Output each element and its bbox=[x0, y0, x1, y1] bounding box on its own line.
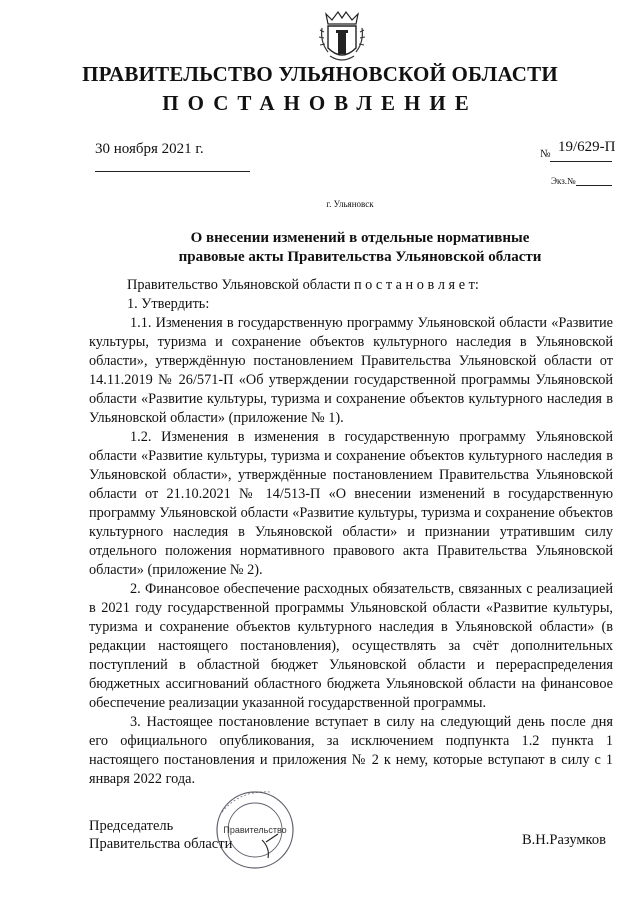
paragraph-1: 1. Утвердить: bbox=[127, 296, 210, 312]
title-line: правовые акты Правительства Ульяновской области bbox=[178, 249, 542, 265]
coat-of-arms-emblem bbox=[318, 8, 366, 66]
paragraph-1-1: 1.1. Изменения в государственную программу Ульяновской области «Развитие культуры, туризма и сохранение объектов культурного наследия в Ульяновской области», утверждённую постановлением Правительства Ульяновской области от 14.11.2019 № 26/571-П «Об утверждении государственной программы Ульяновской области «Развитие культуры, туризма и сохранение объектов культурного наследия в Ульяновской области» (приложение № 1). bbox=[89, 315, 613, 426]
paragraph-2: 2. Финансовое обеспечение расходных обязательств, связанных с реализацией в 2021 году государственной программы Ульяновской области «Развитие культуры, туризма и сохранение объектов культурного наследия в Ульяновской области» (в редакции настоящего постановления), осуществлять за счёт дополнительных поступлений в областной бюджет Ульяновской области и перераспределения бюджетных ассигнований областного бюджета Ульяновской области на финансовое обеспечение реализации указанной государственной программы. bbox=[89, 581, 613, 711]
decree-number: 19/629-П bbox=[558, 139, 616, 155]
document-type: ПОСТАНОВЛЕНИЕ bbox=[162, 91, 478, 115]
paragraph-1-2: 1.2. Изменения в изменения в государственную программу Ульяновской области «Развитие культуры, туризма и сохранение объектов культурного наследия в Ульяновской области», утверждённые постановлением Правительства Ульяновской области от 21.10.2021 № 14/513-П «О внесении изменений в государственную программу Ульяновской области «Развитие культуры, туризма и сохранение объектов культурного наследия в Ульяновской области» и признании утратившим силу отдельного положения нормативного правового акта Правительства Ульяновской области» (приложение № 2). bbox=[89, 429, 613, 578]
position-line: Правительства области bbox=[89, 836, 233, 852]
date-underline bbox=[95, 171, 250, 172]
stamp-center-text: Правительство bbox=[223, 825, 287, 835]
decree-title bbox=[150, 229, 570, 267]
decree-body bbox=[89, 276, 613, 789]
number-underline bbox=[550, 161, 612, 162]
title-line: О внесении изменений в отдельные нормативные bbox=[190, 230, 530, 246]
official-stamp bbox=[200, 782, 310, 872]
paragraph-3: 3. Настоящее постановление вступает в силу на следующий день после дня его официального опубликования, за исключением подпункта 1.2 пункта 1 настоящего постановления и приложения № 2 к нему, которые вступают в силу с 1 января 2022 года. bbox=[89, 714, 613, 787]
decree-date: 30 ноября 2021 г. bbox=[95, 141, 204, 157]
intro-paragraph: Правительство Ульяновской области п о с т а н о в л я е т: bbox=[127, 277, 479, 293]
copy-number-label: Экз.№ bbox=[551, 176, 576, 186]
number-label: № bbox=[540, 148, 551, 160]
city: г. Ульяновск bbox=[326, 199, 374, 209]
position-line: Председатель bbox=[89, 818, 174, 834]
signatory-name: В.Н.Разумков bbox=[522, 832, 606, 848]
government-name: ПРАВИТЕЛЬСТВО УЛЬЯНОВСКОЙ ОБЛАСТИ bbox=[82, 62, 558, 86]
copy-number-underline bbox=[576, 185, 612, 186]
